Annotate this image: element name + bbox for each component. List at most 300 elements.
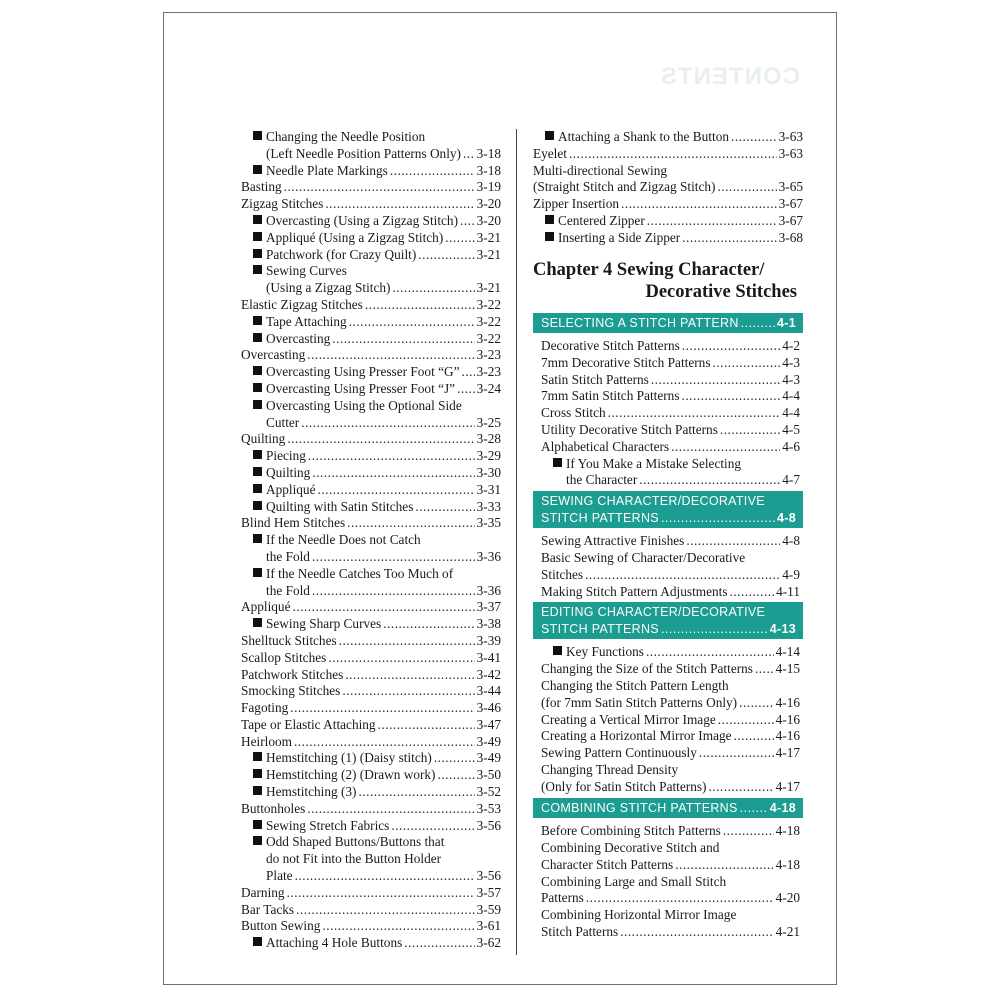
- toc-entry-page: 3-20: [476, 196, 501, 212]
- toc-entry: [241, 750, 501, 767]
- leader-dots: [383, 616, 474, 633]
- toc-entry-page: 3-46: [476, 700, 501, 716]
- toc-entry-label: Sewing Pattern Continuously: [541, 745, 697, 761]
- square-bullet-icon: [545, 232, 554, 241]
- toc-entry-page: 4-15: [775, 661, 800, 677]
- toc-entry-page: 3-63: [778, 145, 803, 161]
- toc-entry-label: Button Sewing: [241, 918, 321, 934]
- toc-entry-label: Cutter: [266, 414, 300, 430]
- section-entries: [533, 338, 803, 489]
- toc-entry: [241, 431, 501, 448]
- leader-dots: [661, 621, 768, 638]
- leader-dots: [730, 584, 775, 601]
- square-bullet-icon: [253, 383, 262, 392]
- square-bullet-icon: [253, 618, 262, 627]
- toc-entry-page: 3-30: [476, 464, 501, 480]
- toc-entry-page: 3-37: [476, 599, 501, 615]
- leader-dots: [418, 247, 474, 264]
- toc-entry-page: 3-59: [476, 901, 501, 917]
- toc-entry-label: the Character: [566, 472, 638, 488]
- toc-entry-page: 3-21: [476, 246, 501, 262]
- toc-entry: [541, 857, 800, 874]
- toc-entry-page: 3-62: [476, 935, 501, 951]
- toc-entry: [533, 230, 803, 247]
- toc-entry: [541, 584, 800, 601]
- leader-dots: [390, 163, 475, 180]
- toc-entry-label: Decorative Stitch Patterns: [541, 338, 680, 354]
- toc-entry: [241, 364, 501, 381]
- toc-entry-label: (Straight Stitch and Zigzag Stitch): [533, 179, 716, 195]
- toc-entry: [541, 550, 800, 567]
- leader-dots: [713, 355, 781, 372]
- toc-entry-page: 3-63: [778, 129, 803, 144]
- toc-entry: [541, 644, 800, 661]
- toc-entry-page: 4-3: [782, 354, 800, 370]
- toc-entry: [241, 633, 501, 650]
- toc-entry-label: Cross Stitch: [541, 405, 606, 421]
- toc-entry: [241, 616, 501, 633]
- square-bullet-icon: [545, 215, 554, 224]
- toc-entry-page: 3-52: [476, 784, 501, 800]
- toc-entry-page: 4-17: [775, 745, 800, 761]
- toc-entry-label: Utility Decorative Stitch Patterns: [541, 422, 718, 438]
- leader-dots: [312, 465, 474, 482]
- toc-entry-label: Blind Hem Stitches: [241, 515, 346, 531]
- leader-dots: [718, 712, 774, 729]
- toc-entry: [241, 129, 501, 146]
- toc-entry-page: 4-5: [782, 422, 800, 438]
- toc-entry-page: 4-18: [775, 823, 800, 839]
- leader-dots: [318, 482, 475, 499]
- square-bullet-icon: [253, 568, 262, 577]
- leader-dots: [296, 902, 475, 919]
- toc-entry: [241, 331, 501, 348]
- leader-dots: [308, 448, 475, 465]
- toc-entry: [541, 924, 800, 941]
- toc-entry: [241, 230, 501, 247]
- toc-entry-label: Satin Stitch Patterns: [541, 371, 649, 387]
- square-bullet-icon: [253, 467, 262, 476]
- toc-entry: [541, 823, 800, 840]
- ghost-contents-title: CONTENTS: [660, 63, 800, 90]
- toc-entry: [533, 129, 803, 146]
- toc-entry-label: (Left Needle Position Patterns Only): [266, 145, 461, 161]
- toc-entry-label: Sewing Sharp Curves: [266, 616, 382, 632]
- toc-entry-label: Sewing Curves: [266, 263, 347, 279]
- toc-entry-label: Hemstitching (3): [266, 784, 357, 800]
- square-bullet-icon: [253, 786, 262, 795]
- leader-dots: [646, 644, 774, 661]
- toc-entry-page: 3-18: [476, 145, 501, 161]
- leader-dots: [686, 533, 780, 550]
- toc-entry-page: 3-18: [476, 162, 501, 178]
- toc-entry-page: 3-49: [476, 733, 501, 749]
- toc-entry-label: Odd Shaped Buttons/Buttons that: [266, 834, 445, 850]
- toc-entry: [241, 247, 501, 264]
- toc-entry-label: Stitches: [541, 566, 584, 582]
- section-heading-line: [541, 493, 796, 510]
- toc-entry: [541, 338, 800, 355]
- toc-entry-label: Shelltuck Stitches: [241, 632, 337, 648]
- toc-entry: [541, 567, 800, 584]
- toc-entry: [541, 762, 800, 779]
- toc-entry-label: Tape or Elastic Attaching: [241, 716, 376, 732]
- toc-entry-label: Creating a Vertical Mirror Image: [541, 711, 716, 727]
- toc-entry: [241, 566, 501, 583]
- toc-entry: [241, 465, 501, 482]
- toc-entry: [241, 868, 501, 885]
- section-entries: [533, 533, 803, 600]
- toc-entry: [241, 834, 501, 851]
- toc-entry-page: 3-25: [476, 414, 501, 430]
- toc-entry-page: 3-42: [476, 666, 501, 682]
- section-heading-line: [541, 800, 796, 817]
- toc-entry: [241, 347, 501, 364]
- leader-dots: [349, 314, 475, 331]
- toc-entry-label: Attaching a Shank to the Button: [558, 129, 729, 144]
- toc-entry-label: Tape Attaching: [266, 313, 347, 329]
- leader-dots: [345, 667, 474, 684]
- toc-entry-label: Sewing Attractive Finishes: [541, 533, 685, 549]
- toc-entry: [241, 902, 501, 919]
- toc-entry-label: Overcasting Using the Optional Side: [266, 397, 462, 413]
- leader-dots: [460, 213, 475, 230]
- toc-entry: [541, 372, 800, 389]
- toc-entry: [541, 890, 800, 907]
- section-heading-page: 4-1: [777, 315, 796, 330]
- toc-entry: [541, 840, 800, 857]
- section-heading-label: EDITING CHARACTER/DECORATIVE: [541, 605, 766, 620]
- toc-entry: [541, 874, 800, 891]
- chapter-title-line1: Chapter 4 Sewing Character/: [533, 259, 765, 280]
- leader-dots: [682, 338, 780, 355]
- section-heading-page: 4-8: [777, 510, 796, 525]
- leader-dots: [661, 510, 775, 527]
- toc-entry-page: 3-21: [476, 229, 501, 245]
- toc-entry: [541, 422, 800, 439]
- leader-dots: [740, 800, 768, 817]
- chapter-sections: [533, 313, 803, 941]
- toc-entry: [241, 179, 501, 196]
- toc-entry-page: 3-49: [476, 750, 501, 766]
- leader-dots: [457, 381, 475, 398]
- leader-dots: [312, 583, 475, 600]
- toc-entry: [241, 482, 501, 499]
- toc-entry: [241, 163, 501, 180]
- toc-entry: [241, 499, 501, 516]
- toc-entry-label: Overcasting Using Presser Foot “G”: [266, 364, 460, 380]
- toc-entry-page: 4-2: [782, 338, 800, 354]
- toc-entry-label: If the Needle Catches Too Much of: [266, 565, 454, 581]
- toc-entry: [533, 179, 803, 196]
- leader-dots: [682, 230, 776, 247]
- leader-dots: [301, 415, 474, 432]
- toc-entry-page: 4-20: [775, 890, 800, 906]
- toc-entry-label: Stitch Patterns: [541, 923, 619, 939]
- toc-entry-label: Patterns: [541, 890, 584, 906]
- square-bullet-icon: [253, 937, 262, 946]
- leader-dots: [462, 364, 475, 381]
- toc-entry-page: 4-16: [775, 711, 800, 727]
- toc-entry-label: Darning: [241, 884, 285, 900]
- toc-entry-page: 3-23: [476, 364, 501, 380]
- toc-entry: [541, 907, 800, 924]
- toc-entry-page: 3-41: [476, 649, 501, 665]
- leader-dots: [699, 745, 774, 762]
- toc-entry-label: Appliqué: [266, 481, 316, 497]
- toc-entry-label: Key Functions: [566, 644, 644, 660]
- square-bullet-icon: [253, 333, 262, 342]
- leader-dots: [731, 129, 777, 146]
- toc-entry-label: Smocking Stitches: [241, 683, 341, 699]
- toc-entry: [241, 885, 501, 902]
- toc-entry: [533, 213, 803, 230]
- leader-dots: [328, 650, 474, 667]
- toc-entry-label: Before Combining Stitch Patterns: [541, 823, 721, 839]
- leader-dots: [723, 823, 774, 840]
- toc-entry: [241, 851, 501, 868]
- toc-entry-label: the Fold: [266, 582, 310, 598]
- leader-dots: [287, 885, 475, 902]
- toc-entry-label: Quilting with Satin Stitches: [266, 498, 414, 514]
- leader-dots: [675, 857, 773, 874]
- square-bullet-icon: [253, 249, 262, 258]
- toc-entry: [241, 314, 501, 331]
- toc-entry: [241, 146, 501, 163]
- toc-entry-page: 3-53: [476, 800, 501, 816]
- toc-entry-label: Changing the Size of the Stitch Patterns: [541, 661, 753, 677]
- leader-dots: [463, 146, 475, 163]
- toc-entry-label: Basic Sewing of Character/Decorative: [541, 550, 746, 566]
- toc-entry: [241, 515, 501, 532]
- section-heading-label: STITCH PATTERNS: [541, 621, 659, 636]
- toc-entry: [533, 196, 803, 213]
- toc-entry-page: 4-6: [782, 438, 800, 454]
- toc-entry-page: 3-61: [476, 918, 501, 934]
- toc-entry-label: Sewing Stretch Fabrics: [266, 817, 390, 833]
- section-heading-page: 4-18: [769, 800, 796, 815]
- toc-entry-label: Quilting: [266, 464, 311, 480]
- leader-dots: [639, 472, 780, 489]
- leader-dots: [312, 549, 475, 566]
- toc-entry-page: 4-9: [782, 566, 800, 582]
- leader-dots: [720, 422, 780, 439]
- square-bullet-icon: [253, 450, 262, 459]
- square-bullet-icon: [253, 769, 262, 778]
- toc-entry-page: 3-65: [778, 179, 803, 195]
- toc-entry-label: Centered Zipper: [558, 212, 645, 228]
- toc-entry-page: 3-56: [476, 817, 501, 833]
- square-bullet-icon: [253, 131, 262, 140]
- toc-entry: [241, 448, 501, 465]
- leader-dots: [755, 661, 774, 678]
- toc-entry-label: Inserting a Side Zipper: [558, 229, 681, 245]
- leader-dots: [295, 868, 475, 885]
- toc-entry: [541, 439, 800, 456]
- toc-entry-label: (Only for Satin Stitch Patterns): [541, 778, 707, 794]
- toc-entry-label: 7mm Satin Stitch Patterns: [541, 388, 680, 404]
- leader-dots: [358, 784, 474, 801]
- section-heading-line: [541, 315, 796, 332]
- leader-dots: [325, 196, 474, 213]
- toc-entry-page: 3-38: [476, 616, 501, 632]
- section-heading-bar: [533, 798, 803, 819]
- leader-dots: [434, 750, 475, 767]
- toc-entry-page: 3-29: [476, 448, 501, 464]
- toc-entry-label: Zipper Insertion: [533, 196, 620, 212]
- toc-entry-page: 3-39: [476, 632, 501, 648]
- leader-dots: [651, 372, 780, 389]
- toc-entry-page: 3-24: [476, 380, 501, 396]
- toc-entry-label: If the Needle Does not Catch: [266, 532, 421, 548]
- toc-entry: [241, 801, 501, 818]
- leader-dots: [307, 801, 474, 818]
- toc-entry-page: 4-21: [775, 923, 800, 939]
- toc-entry: [533, 163, 803, 180]
- toc-entry: [241, 935, 501, 952]
- leader-dots: [404, 935, 474, 952]
- toc-entry: [241, 381, 501, 398]
- leader-dots: [585, 567, 780, 584]
- toc-entry-label: Overcasting: [266, 330, 331, 346]
- toc-entry-page: 3-23: [476, 347, 501, 363]
- toc-entry-label: If You Make a Mistake Selecting: [566, 455, 742, 471]
- toc-entry-label: Making Stitch Pattern Adjustments: [541, 583, 728, 599]
- toc-entry-label: Zigzag Stitches: [241, 196, 324, 212]
- toc-entry-page: 3-50: [476, 767, 501, 783]
- leader-dots: [365, 297, 475, 314]
- toc-entry-page: 3-28: [476, 431, 501, 447]
- toc-entry-label: (for 7mm Satin Stitch Patterns Only): [541, 694, 738, 710]
- toc-entry-page: 3-35: [476, 515, 501, 531]
- leader-dots: [438, 767, 475, 784]
- toc-entry-label: Bar Tacks: [241, 901, 295, 917]
- toc-entry-page: 3-22: [476, 330, 501, 346]
- leader-dots: [445, 230, 474, 247]
- section-heading-label: COMBINING STITCH PATTERNS: [541, 800, 738, 815]
- toc-entry: [241, 549, 501, 566]
- toc-entry: [241, 767, 501, 784]
- toc-entry: [241, 213, 501, 230]
- toc-entry-page: 3-22: [476, 296, 501, 312]
- toc-entry-page: 4-4: [782, 388, 800, 404]
- left-column: [241, 129, 501, 952]
- toc-entry: [241, 700, 501, 717]
- toc-entry: [241, 818, 501, 835]
- toc-entry-label: Combining Horizontal Mirror Image: [541, 907, 737, 923]
- toc-entry-label: Multi-directional Sewing: [533, 162, 668, 178]
- toc-entry: [241, 683, 501, 700]
- leader-dots: [620, 924, 773, 941]
- toc-entry: [541, 456, 800, 473]
- chapter-heading: [533, 259, 803, 303]
- right-column: [533, 129, 803, 941]
- toc-entry-label: Character Stitch Patterns: [541, 856, 674, 872]
- square-bullet-icon: [253, 165, 262, 174]
- leader-dots: [708, 779, 773, 796]
- toc-entry: [541, 779, 800, 796]
- toc-entry-page: 3-47: [476, 716, 501, 732]
- leader-dots: [717, 179, 776, 196]
- toc-entry-page: 3-20: [476, 212, 501, 228]
- square-bullet-icon: [253, 836, 262, 845]
- toc-entry-page: 4-17: [775, 778, 800, 794]
- square-bullet-icon: [253, 366, 262, 375]
- square-bullet-icon: [253, 534, 262, 543]
- toc-entry-label: Needle Plate Markings: [266, 162, 388, 178]
- toc-entry: [541, 728, 800, 745]
- toc-entry-label: Overcasting (Using a Zigzag Stitch): [266, 212, 459, 228]
- toc-entry-label: Combining Decorative Stitch and: [541, 839, 720, 855]
- toc-entry: [541, 355, 800, 372]
- toc-entry-label: Appliqué: [241, 599, 291, 615]
- manual-page: [163, 12, 837, 985]
- toc-entry-page: 3-67: [778, 212, 803, 228]
- toc-entry: [241, 650, 501, 667]
- toc-entry-label: Elastic Zigzag Stitches: [241, 296, 363, 312]
- toc-entry-page: 4-7: [782, 472, 800, 488]
- toc-entry-page: 4-4: [782, 405, 800, 421]
- toc-entry-label: Piecing: [266, 448, 306, 464]
- toc-entry: [541, 388, 800, 405]
- toc-entry-label: Buttonholes: [241, 800, 306, 816]
- square-bullet-icon: [253, 484, 262, 493]
- toc-entry: [541, 712, 800, 729]
- toc-entry-page: 4-3: [782, 371, 800, 387]
- leader-dots: [392, 280, 474, 297]
- leader-dots: [284, 179, 475, 196]
- toc-entry-page: 4-11: [776, 583, 800, 599]
- leader-dots: [391, 818, 474, 835]
- toc-entry-page: 3-56: [476, 868, 501, 884]
- toc-entry-label: Changing the Needle Position: [266, 129, 426, 144]
- section-heading-bar: [533, 602, 803, 639]
- toc-entry-label: do not Fit into the Button Holder: [266, 851, 442, 867]
- toc-entry: [241, 532, 501, 549]
- toc-entry: [241, 398, 501, 415]
- section-heading-line: [541, 510, 796, 527]
- square-bullet-icon: [253, 232, 262, 241]
- section-heading-page: 4-13: [769, 621, 796, 636]
- toc-entry-label: Attaching 4 Hole Buttons: [266, 935, 403, 951]
- section-entries: [533, 644, 803, 795]
- toc-entry-label: Quilting: [241, 431, 286, 447]
- leader-dots: [741, 315, 775, 332]
- toc-entry-label: Overcasting Using Presser Foot “J”: [266, 380, 456, 396]
- section-entries: [533, 823, 803, 941]
- section-heading-line: [541, 621, 796, 638]
- toc-entry: [541, 745, 800, 762]
- toc-entry: [533, 146, 803, 163]
- toc-entry: [541, 472, 800, 489]
- toc-entry-label: Changing the Stitch Pattern Length: [541, 678, 729, 694]
- toc-entry-page: 4-8: [782, 533, 800, 549]
- leader-dots: [378, 717, 475, 734]
- toc-entry: [241, 918, 501, 935]
- leader-dots: [734, 728, 774, 745]
- section-heading-bar: [533, 313, 803, 334]
- toc-entry: [541, 405, 800, 422]
- toc-entry-label: Eyelet: [533, 145, 567, 161]
- leader-dots: [647, 213, 777, 230]
- toc-entry-page: 3-36: [476, 582, 501, 598]
- toc-entry-label: Scallop Stitches: [241, 649, 327, 665]
- leader-dots: [569, 146, 777, 163]
- square-bullet-icon: [553, 458, 562, 467]
- section-heading-label: SELECTING A STITCH PATTERN: [541, 315, 739, 330]
- leader-dots: [307, 347, 474, 364]
- toc-entry: [541, 661, 800, 678]
